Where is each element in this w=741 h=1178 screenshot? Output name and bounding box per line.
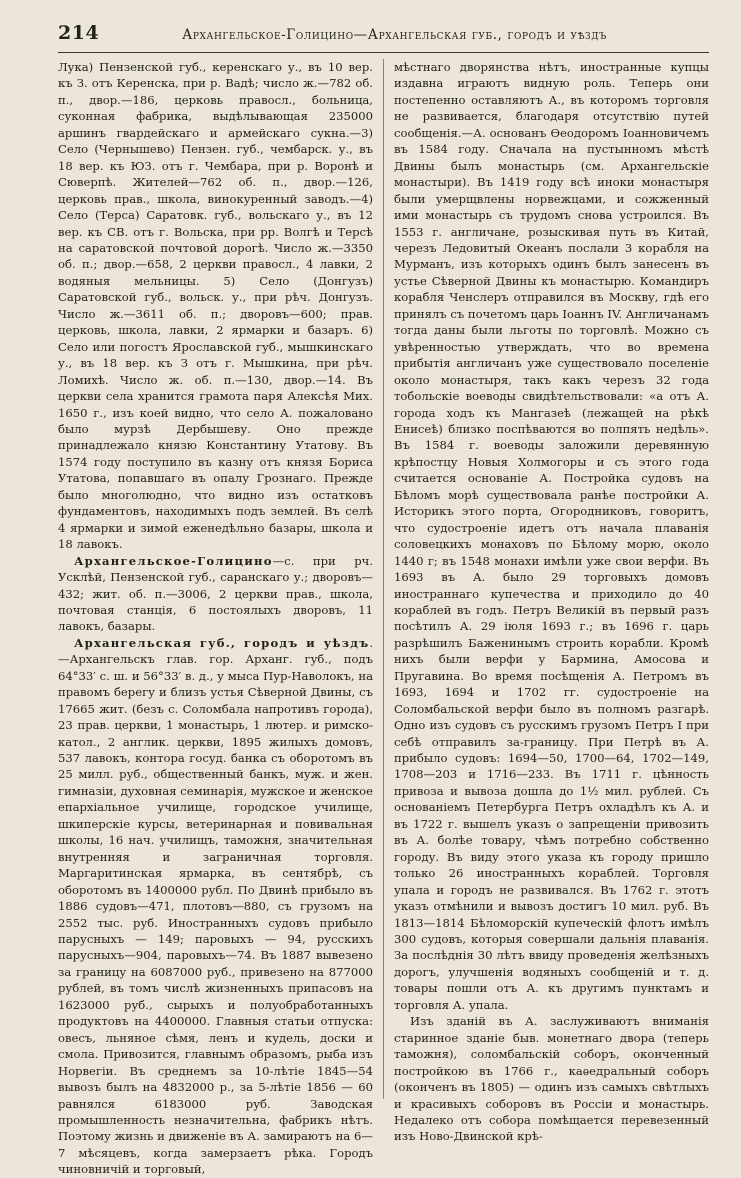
entry-body: .—Архангельскъ глав. гор. Арханг. губ., подъ 64°33′ с. ш. и 56°33′ в. д., у мыса Пур-Наволокъ, на правомъ берегу и близъ устья Сѣверной Двины, съ 17665 жит. (безъ с. Соломбала напротивъ города), 23 прав. церкви, 1 монастырь, 1 лютер. и римско-катол., 2 англик. церкви, 1895 жилыхъ домовъ, 537 лавокъ, контора госуд. банка съ оборотомъ въ 25 милл. руб., общественный банкъ, муж. и жен. гимназіи, духовная семинарія, мужское и женское епархіальное училище, городское училище, шкиперскіе курсы, ветеринарная и повивальная школы, 16 нач. училищъ, таможня, значительная внутренняя и заграничная торговля. Маргаритинская ярмарка, въ сентябрѣ, съ оборотомъ въ 1400000 рубл. По Двинѣ прибыло въ 1886 судовъ—471, плотовъ—880, съ грузомъ на 2552 тыс. руб. Иностранныхъ судовъ прибыло парусныхъ — 149; паровыхъ — 94, русскихъ парусныхъ—904, паровыхъ—74. Въ 1887 вывезено за границу на 6087000 руб., привезено на 877000 рублей, въ томъ числѣ жизненныхъ припасовъ на 1623000 руб., сырыхъ и полуобработанныхъ продуктовъ на 4400000. Главныя статьи отпуска: овесъ, льняное сѣмя, ленъ и кудель, доски и смола. Привозится, главнымъ образомъ, рыба изъ Норвегіи. Въ среднемъ за 10-лѣтіе 1845—54 вывозъ былъ на 4832000 р., за 5-лѣтіе 1856 — 60 равнялся 6183000 руб. Заводская промышленность незначительна, фабрикъ нѣтъ. Поэтому жизнь и движеніе въ А. замираютъ на 6—7 мѣсяцевъ, когда замерзаетъ рѣка. Городъ чиновничій и торговый, — [58, 635, 373, 1177]
running-title: Архангельское-Голицино—Архангельская губ., городъ и уѣздъ — [182, 27, 607, 43]
entry-paragraph — [58, 635, 373, 1178]
paragraph: Лука) Пензенской губ., керенскаго у., въ 10 вер. къ З. отъ Керенска, при р. Вадѣ; число ж.—782 об. п., двор.—186, церковь правосл., больница, суконная фабрика, выдѣлывающая 235000 аршинъ гвардейскаго и армейскаго сукна.—3) Село (Чернышево) Пензен. губ., чембарск. у., въ 18 вер. къ ЮЗ. отъ г. Чембара, при р. Воронѣ и Сюверпѣ. Жителей—762 об. п., двор.—126, церковь прав., школа, винокуренный заводъ.—4) Село (Терса) Саратовк. губ., вольскаго у., въ 12 вер. къ СВ. отъ г. Вольска, при рр. Волгѣ и Терсѣ на саратовской почтовой дорогѣ. Число ж.—3350 об. п.; двор.—658, 2 церкви правосл., 4 лавки, 2 водяныя мельницы. 5) Село (Донгузъ) Саратовской губ., вольск. у., при рѣч. Донгузъ. Число ж.—3611 об. п.; дворовъ—600; прав. церковь, школа, лавки, 2 ярмарки и базаръ. 6) Село или погостъ Ярославской губ., мышкинскаго у., въ 18 вер. къ З отъ г. Мышкина, при рѣч. Ломихѣ. Число ж. об. п.—130, двор.—14. Въ церкви села хранится грамота паря Алексѣя Мих. 1650 г., изъ коей видно, что село А. пожаловано было мурзѣ Дербышеву. Оно прежде принадлежало князю Константину Утатову. Въ 1574 году поступило въ казну отъ князя Бориса Утатова, попавшаго въ опалу Грознаго. Прежде было многолюдно, что видно изъ остатковъ фундаментовъ, находимыхъ подъ землей. Въ селѣ 4 ярмарки и зимой еженедѣльно базары, школа и 18 лавокъ. — [58, 60, 373, 552]
paragraph: Изъ зданій въ А. заслуживаютъ вниманія старинное зданіе быв. монетнаго двора (теперь таможня), соломбальскій соборъ, оконченный постройкою въ 1766 г., каѳедральный соборъ (оконченъ въ 1805) — одинъ изъ самыхъ свѣтлыхъ и красивыхъ соборовъ въ Россіи и монастырь. Недалеко отъ собора помѣщается перевезенный изъ Ново-Двинской крѣ- — [394, 1014, 709, 1144]
column-divider — [383, 59, 384, 1099]
paragraph: мѣстнаго дворянства нѣтъ, иностранные купцы издавна играютъ видную роль. Теперь они постепенно оставляютъ А., въ которомъ торговля не развивается, благодаря отсутствію путей сообщенія.—А. основанъ Ѳеодоромъ Іоанновичемъ въ 1584 году. Сначала на пустынномъ мѣстѣ Двины былъ монастырь (см. Архангельскіе монастыри). Въ 1419 году всѣ иноки монастыря были умерщвлены норвежцами, и сожженный ими монастырь съ трудомъ снова устроился. Въ 1553 г. англичане, розыскивая путь въ Китай, черезъ Ледовитый Океанъ послали 3 корабля на Мурманъ, изъ которыхъ одинъ былъ занесенъ въ устье Сѣверной Двины къ монастырю. Командиръ корабля Ченслеръ отправился въ Москву, гдѣ его принялъ съ почетомъ царь Іоаннъ IV. Англичанамъ тогда даны были льготы по торговлѣ. Можно съ увѣренностью утверждать, что во времена прибытія англичанъ уже существовало поселеніе около монастыря, такъ какъ черезъ 32 года тобольскіе воеводы свидѣтельствовали: «а отъ А. города ходъ къ Мангазеѣ (лежащей на рѣкѣ Енисеѣ) близко поспѣваются во полпять недѣль». Въ 1584 г. воеводы заложили деревянную крѣпостцу Новыя Холмогоры и съ этого года считается основаніе А. Постройка судовъ на Бѣломъ морѣ существовала ранѣе постройки А. Историкъ этого порта, Огородниковъ, говоритъ, что судостроеніе идетъ отъ начала плаванія соловецкихъ монаховъ по Бѣлому морю, около 1440 г; въ 1548 монахи имѣли уже свои верфи. Въ 1693 въ А. было 29 торговыхъ домовъ иностраннаго купечества и приходило до 40 кораблей въ годъ. Петръ Великій въ первый разъ посѣтилъ А. 29 іюля 1693 г.; въ 1696 г. царь разрѣшилъ Баженинымъ строить корабли. Кромѣ нихъ были верфи у Бармина, Амосова и Пругавина. Во время посѣщенія А. Петромъ въ 1693, 1694 и 1702 гг. судостроеніе на Соломбальской верфи было въ полномъ разгарѣ. Одно изъ судовъ съ русскимъ грузомъ Петръ I при себѣ отправилъ за-границу. При Петрѣ въ А. прибыло судовъ: 1694—50, 1700—64, 1702—149, 1708—203 и 1716—233. Въ 1711 г. цѣнность привоза и вывоза дошла до 1½ мил. рублей. Съ основаніемъ Петербурга Петръ охладѣлъ къ А. и въ 1722 г. вышелъ указъ о запрещеніи привозить въ А. болѣе товару, чѣмъ потребно собственно городу. Въ виду этого указа къ городу пришло только 26 иностранныхъ кораблей. Торговля упала и городъ не развивался. Въ 1762 г. этотъ указъ отмѣнили и вывозъ достигъ 10 мил. руб. Въ 1813—1814 Бѣломорскій купеческій флотъ имѣлъ 300 судовъ, которыя совершали дальнія плаванія. За послѣднія 30 лѣтъ ввиду проведенія желѣзныхъ дорогъ, улучшенія водяныхъ сообщеній и т. д. товары пошли отъ А. къ другимъ пунктамъ и торговля А. упала. — [394, 60, 709, 1012]
text-columns — [58, 59, 709, 1177]
page-number: 214 — [58, 22, 100, 44]
entry-paragraph — [58, 553, 373, 635]
entry-headword: Архангельское-Голицино — [74, 553, 273, 568]
right-column — [394, 59, 709, 1144]
page-header — [58, 22, 709, 53]
entry-body: —с. при рч. Усклѣй, Пензенской губ., саранскаго у.; дворовъ—432; жит. об. п.—3006, 2 церкви прав., школа, почтовая станція, 6 постоялыхъ дворовъ, 11 лавокъ, базары. — [58, 553, 373, 634]
entry-headword: Архангельская губ., городъ и уѣздъ — [74, 635, 370, 650]
left-column — [58, 59, 373, 1177]
